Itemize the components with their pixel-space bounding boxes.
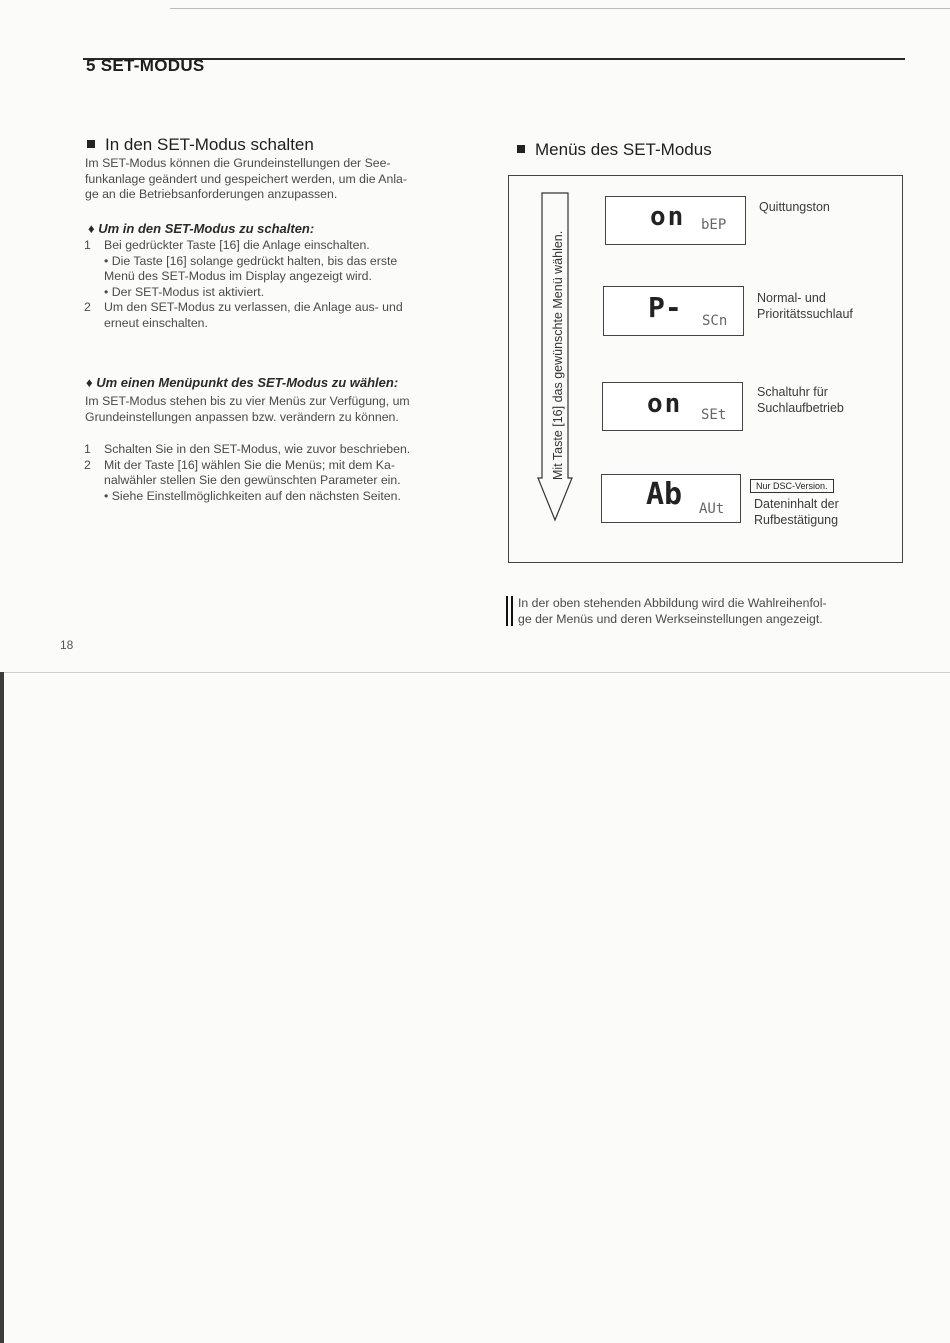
step-text: erneut einschalten. (104, 315, 208, 330)
section-title: 5 SET-MODUS (86, 56, 205, 75)
lcd-big-text: on (647, 389, 683, 419)
lcd-menu-2 (603, 286, 744, 336)
lcd-menu-1 (605, 196, 746, 245)
step-text: Um den SET-Modus zu verlassen, die Anlage aus- und (104, 300, 403, 314)
step-text: nalwähler stellen Sie den gewünschten Parameter ein. (104, 473, 401, 487)
step-row (84, 300, 474, 316)
step-text: • Siehe Einstellmöglichkeiten auf den nächsten Seiten. (104, 488, 401, 503)
lcd-small-text: bEP (701, 217, 727, 233)
heading-set-mode-enter: In den SET-Modus schalten (87, 135, 314, 155)
lcd-big-text: P- (648, 291, 682, 324)
step-row (84, 442, 474, 458)
page-number: 18 (60, 638, 74, 652)
step-number: 2 (84, 300, 91, 314)
lcd-menu-3 (602, 382, 743, 431)
menu-2-label: Normal- und Prioritätssuchlauf (757, 291, 853, 321)
step-text: • Der SET-Modus ist aktiviert. (104, 284, 265, 299)
lcd-big-text: Ab (646, 477, 683, 512)
note-bar (511, 596, 513, 626)
step-row (84, 316, 474, 332)
step-row (84, 238, 474, 254)
step-row (84, 489, 474, 505)
note-text: In der oben stehenden Abbildung wird die Wahlreihenfol- ge der Menüs und deren Werkseinstellungen angezeigt. (518, 596, 827, 626)
note-bar (506, 596, 508, 626)
step-row (84, 458, 474, 474)
lcd-big-text: on (650, 202, 686, 232)
step-text: Schalten Sie in den SET-Modus, wie zuvor beschrieben. (104, 442, 411, 456)
step-row (84, 285, 474, 301)
lcd-small-text: AUt (699, 501, 725, 517)
lcd-small-text: SCn (702, 313, 728, 329)
step-text: Bei gedrückter Taste [16] die Anlage einschalten. (104, 238, 370, 252)
step-text: • Die Taste [16] solange gedrückt halten, bis das erste (104, 253, 398, 268)
step-number: 2 (84, 457, 91, 472)
top-edge-line (170, 8, 950, 9)
intro-paragraph: Im SET-Modus können die Grundeinstellungen der See- funkanlage geändert und gespeichert werden, um die Anla- ge an die Betriebsanforderungen anzupassen. (85, 156, 407, 201)
subheading-select: ♦ Um einen Menüpunkt des SET-Modus zu wählen: (86, 375, 399, 390)
menu-4-label: Dateninhalt der Rufbestätigung (754, 497, 839, 527)
heading-menus: Menüs des SET-Modus (517, 140, 712, 160)
menu-3-label: Schaltuhr für Suchlaufbetrieb (757, 385, 844, 415)
scan-edge-line (0, 672, 950, 673)
step-text: Mit der Taste [16] wählen Sie die Menüs; mit dem Ka- (104, 457, 395, 472)
step-row (84, 254, 474, 270)
arrow-label: Mit Taste [16] das gewünschte Menü wählen. (551, 230, 565, 480)
dsc-version-tag: Nur DSC-Version. (750, 479, 834, 493)
step-number: 1 (84, 442, 91, 456)
step-row (84, 269, 474, 285)
menu-1-label: Quittungston (759, 200, 830, 214)
step-number: 1 (84, 238, 91, 252)
scan-dark-edge (0, 672, 4, 1343)
step-text: Menü des SET-Modus im Display angezeigt wird. (104, 269, 372, 283)
bullet-square-icon (517, 145, 525, 153)
lcd-small-text: SEt (701, 407, 727, 423)
step-row (84, 473, 474, 489)
intro2-paragraph: Im SET-Modus stehen bis zu vier Menüs zur Verfügung, um Grundeinstellungen anpassen bzw. verändern zu können. (85, 394, 410, 424)
subheading-enter: ♦ Um in den SET-Modus zu schalten: (88, 221, 315, 236)
bullet-square-icon (87, 140, 95, 148)
section-rule (83, 58, 905, 60)
lcd-menu-4 (601, 474, 741, 523)
